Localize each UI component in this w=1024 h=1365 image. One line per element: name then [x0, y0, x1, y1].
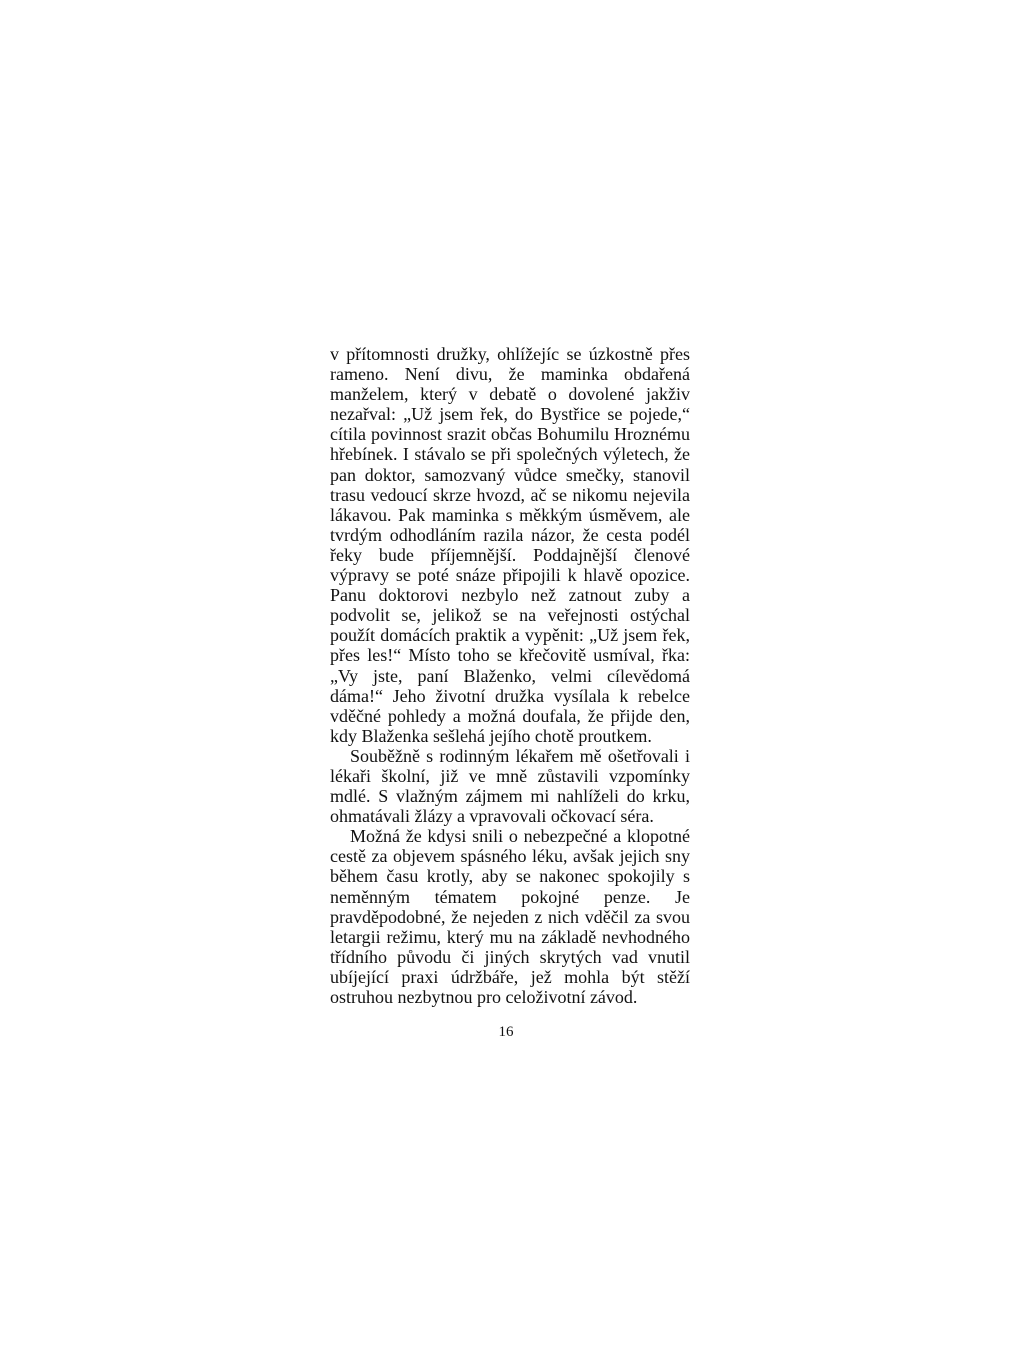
body-text [330, 344, 690, 1007]
paragraph-2: Souběžně s rodinným lékařem mě ošetřovali i lékaři školní, již ve mně zůstavili vzpomínky mdlé. S vlažným zájmem mi nahlíželi do krku, ohmatávali žlázy a vpravovali očkovací séra. [330, 745, 690, 827]
paragraph-1: v přítomnosti družky, ohlížejíc se úzkostně přes rameno. Není divu, že maminka obdařená manželem, který v debatě o dovolené jakživ nezařval: „Už jsem řek, do Bystřice se pojede,“ cítila povinnost srazit občas Bohumilu Hroznému hřebínek. I stávalo se při společných výletech, že pan doktor, samozvaný vůdce smečky, stanovil trasu vedoucí skrze hvozd, ač se nikomu nejevila lákavou. Pak maminka s měkkým úsměvem, ale tvrdým odhodláním razila názor, že cesta podél řeky bude příjemnější. Poddajnější členové výpravy se poté snáze připojili k hlavě opozice. Panu doktorovi nezbylo než zatnout zuby a podvolit se, jelikož se na veřejnosti ostýchal použít domácích praktik a vypěnit: „Už jsem řek, přes les!“ Místo toho se křečovitě usmíval, řka: „Vy jste, paní Blaženko, velmi cílevědomá dáma!“ Jeho životní družka vysílala k rebelce vděčné pohledy a možná doufala, že přijde den, kdy Blaženka sešlehá jejího chotě proutkem. [330, 344, 690, 746]
page-number: 16 [498, 1024, 514, 1040]
paragraph-3: Možná že kdysi snili o nebezpečné a klopotné cestě za objevem spásného léku, avšak jejich sny během času krotly, aby se nakonec spokojily s neměnným tématem pokojné penze. Je pravděpodobné, že nejeden z nich vděčil za svou letargii režimu, který mu na základě nevhodného třídního původu či jiných skrytých vad vnutil ubíjející praxi údržbáře, jež mohla být stěží ostruhou nezbytnou pro celoživotní závod. [330, 826, 690, 1007]
